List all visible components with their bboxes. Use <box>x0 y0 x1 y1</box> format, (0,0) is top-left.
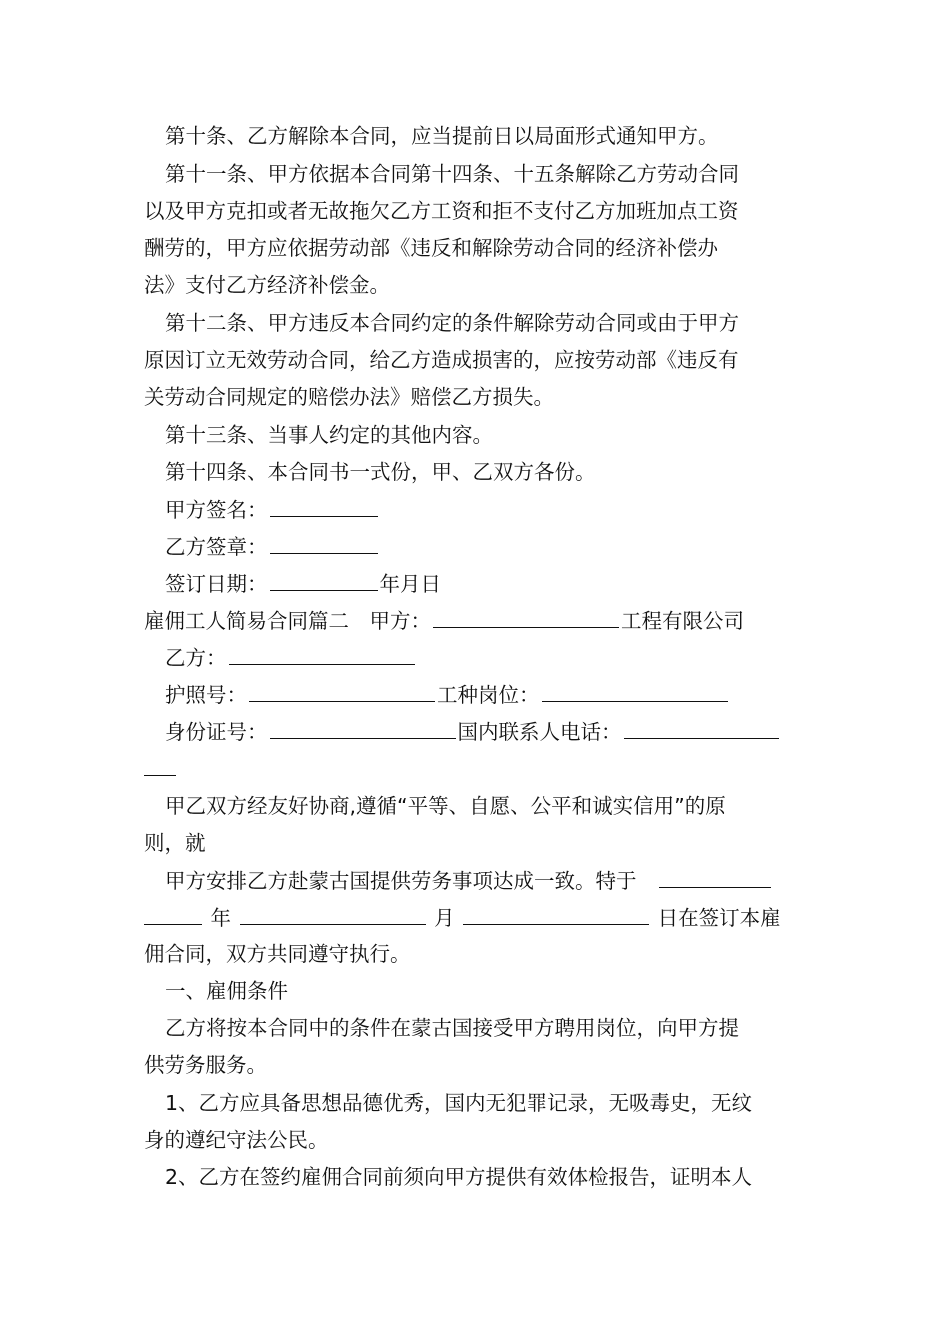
preamble-line-3-row <box>165 866 835 894</box>
clause-10: 第十条、乙方解除本合同，应当提前日以局面形式通知甲方。 <box>165 124 719 148</box>
id-label: 身份证号： <box>165 720 268 744</box>
contact-phone-label: 国内联系人电话： <box>457 720 622 744</box>
preamble-line-1: 甲乙双方经友好协商,遵循“平等、自愿、公平和诚实信用”的原 <box>165 794 726 818</box>
clause-11-line-4: 法》支付乙方经济补偿金。 <box>144 273 390 297</box>
contract-day-blank[interactable] <box>463 903 649 925</box>
party-b-seal-blank[interactable] <box>270 532 378 554</box>
party-a-signature-label: 甲方签名： <box>165 498 268 522</box>
party-b-seal-label: 乙方签章： <box>165 535 268 559</box>
party-a-signature-blank[interactable] <box>270 495 378 517</box>
party-b-blank[interactable] <box>229 643 415 665</box>
party-b-seal-row <box>165 532 835 560</box>
sign-date-blank[interactable] <box>270 569 378 591</box>
clause-12-line-3: 关劳动合同规定的赔偿办法》赔偿乙方损失。 <box>144 385 554 409</box>
month-label: 月 <box>434 906 455 930</box>
preamble-line-5: 佣合同，双方共同遵守执行。 <box>144 942 411 966</box>
heading-employment-conditions: 一、雇佣条件 <box>165 979 288 1003</box>
passport-label: 护照号： <box>165 683 247 707</box>
conditions-line-2: 供劳务服务。 <box>144 1053 267 1077</box>
contact-phone-blank[interactable] <box>624 717 779 739</box>
contract-year-blank-part-2[interactable] <box>144 903 202 925</box>
contract-month-blank[interactable] <box>240 903 426 925</box>
company-suffix: 工程有限公司 <box>621 609 744 633</box>
party-a-signature-row <box>165 495 835 523</box>
section-2-title-row <box>144 606 814 634</box>
clause-11-line-1: 第十一条、甲方依据本合同第十四条、十五条解除乙方劳动合同 <box>165 162 739 186</box>
sign-date-label: 签订日期： <box>165 572 268 596</box>
sign-date-row <box>165 569 835 597</box>
contract-year-blank-part-1[interactable] <box>659 866 771 888</box>
party-b-label: 乙方： <box>165 646 227 670</box>
section-2-title: 雇佣工人简易合同篇二 甲方： <box>144 609 431 633</box>
contact-phone-blank-continued-row <box>144 754 814 782</box>
condition-1-line-1: 1、乙方应具备思想品德优秀，国内无犯罪记录，无吸毒史，无纹 <box>165 1091 753 1115</box>
job-position-blank[interactable] <box>542 680 728 702</box>
contact-phone-blank-continued[interactable] <box>144 754 176 776</box>
clause-12-line-2: 原因订立无效劳动合同，给乙方造成损害的，应按劳动部《违反有 <box>144 348 739 372</box>
condition-2-line-1: 2、乙方在签约雇佣合同前须向甲方提供有效体检报告，证明本人 <box>165 1165 753 1189</box>
clause-11-line-2: 以及甲方克扣或者无故拖欠乙方工资和拒不支付乙方加班加点工资 <box>144 199 739 223</box>
passport-row <box>165 680 835 708</box>
id-row <box>165 717 835 745</box>
clause-14: 第十四条、本合同书一式份，甲、乙双方各份。 <box>165 460 596 484</box>
year-label: 年 <box>210 906 232 930</box>
condition-1-line-2: 身的遵纪守法公民。 <box>144 1128 329 1152</box>
preamble-line-2: 则，就 <box>144 831 206 855</box>
company-name-blank[interactable] <box>433 606 619 628</box>
contract-date-row <box>144 903 814 931</box>
job-position-label: 工种岗位： <box>437 683 540 707</box>
clause-13: 第十三条、当事人约定的其他内容。 <box>165 423 493 447</box>
preamble-line-3: 甲方安排乙方赴蒙古国提供劳务事项达成一致。特于 <box>165 869 637 893</box>
party-b-row <box>165 643 835 671</box>
clause-11-line-3: 酬劳的，甲方应依据劳动部《违反和解除劳动合同的经济补偿办 <box>144 236 718 260</box>
sign-date-suffix: 年月日 <box>379 572 441 596</box>
passport-blank[interactable] <box>249 680 435 702</box>
clause-12-line-1: 第十二条、甲方违反本合同约定的条件解除劳动合同或由于甲方 <box>165 311 739 335</box>
day-label: 日在签订本雇 <box>657 906 781 930</box>
id-blank[interactable] <box>270 717 456 739</box>
conditions-line-1: 乙方将按本合同中的条件在蒙古国接受甲方聘用岗位，向甲方提 <box>165 1016 739 1040</box>
